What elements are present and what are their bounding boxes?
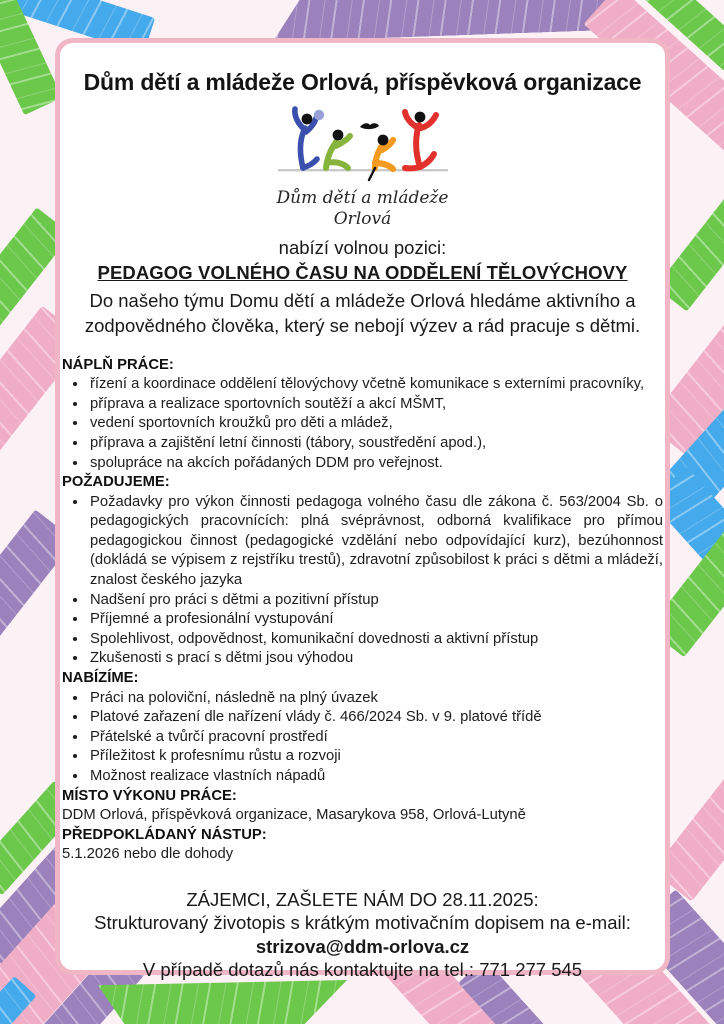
list-item: • Příležitost k profesnímu růstu a rozvoji — [88, 747, 663, 767]
list-item: • Platové zařazení dle nařízení vlády č. 466/2024 Sb. v 9. platové třídě — [88, 708, 663, 728]
offer-line: nabízí volnou pozici: — [278, 236, 447, 258]
nastup-value: 5.1.2026 nebo dle dohody — [62, 846, 234, 863]
brush-stroke-bottom-green-band — [90, 980, 355, 1024]
bird-icon — [360, 123, 379, 129]
pozadujeme-list — [62, 493, 663, 669]
flyer-card — [55, 38, 670, 981]
list-item: • Zkušenosti s prací s dětmi jsou výhodou — [88, 649, 663, 669]
sitter-green-icon — [326, 136, 350, 168]
apply-instruction-line: Strukturovaný životopis s krátkým motivačním dopisem na e-mail: — [94, 912, 631, 934]
dancer-blue-head — [301, 114, 312, 125]
logo-wordmark-line2: Orlová — [333, 209, 392, 230]
ddm-logo — [60, 106, 665, 231]
sitter-green-head — [332, 130, 343, 141]
list-item: • vedení sportovních kroužků pro děti a mládež, — [88, 414, 663, 434]
position-title: PEDAGOG VOLNÉHO ČASU NA ODDĚLENÍ TĚLOVÝCHOVY — [97, 261, 628, 283]
list-item: • Možnost realizace vlastních nápadů — [88, 767, 663, 787]
deadline-line: ZÁJEMCI, ZAŠLETE NÁM DO 28.11.2025: — [186, 888, 539, 910]
list-item: • Nadšení pro práci s dětmi a pozitivní přístup — [88, 591, 663, 611]
contact-phone-line: V případě dotazů nás kontaktujte na tel.: 771 277 545 — [142, 959, 583, 981]
list-item: • Přátelské a tvůrčí pracovní prostředí — [88, 728, 663, 748]
logo-wordmark — [60, 188, 665, 231]
list-item: • příprava a realizace sportovních soutěží a akcí MŠMT, — [88, 395, 663, 415]
nabizime-list — [62, 689, 663, 787]
list-item: • Příjemné a profesionální vystupování — [88, 610, 663, 630]
logo-wordmark-line1: Dům dětí a mládeže — [276, 188, 449, 208]
intro-description: Do našeho týmu Domu dětí a mládeže Orlová hledáme aktivního a zodpovědného člověka, který se nebojí výzev a rád pracuje s dětmi. — [84, 289, 641, 337]
brush-stroke-top-purple — [271, 0, 608, 42]
logo-ball — [313, 110, 323, 120]
list-item: • Spolehlivost, odpovědnost, komunikační dovednosti a aktivní přístup — [88, 630, 663, 650]
job-details — [62, 356, 663, 865]
ddm-logo-illustration — [274, 106, 452, 186]
contact-block — [60, 888, 665, 982]
dancer-red-head — [414, 112, 425, 123]
section-heading-nabizime: NABÍZÍME: — [62, 670, 139, 687]
list-item: • Práci na poloviční, následně na plný úvazek — [88, 689, 663, 709]
section-heading-napln-prace: NÁPLŇ PRÁCE: — [62, 356, 174, 373]
misto-vykonu-value: DDM Orlová, příspěvková organizace, Masarykova 958, Orlová-Lutyně — [62, 807, 526, 824]
list-item: • spolupráce na akcích pořádaných DDM pro veřejnost. — [88, 454, 663, 474]
page-title: Dům dětí a mládeže Orlová, příspěvková organizace — [83, 69, 642, 95]
section-heading-misto-vykonu: MÍSTO VÝKONU PRÁCE: — [62, 787, 237, 804]
section-heading-nastup: PŘEDPOKLÁDANÝ NÁSTUP: — [62, 826, 267, 843]
contact-email: strizova@ddm-orlova.cz — [255, 935, 470, 957]
sitter-orange-head — [377, 135, 388, 146]
section-heading-pozadujeme: POŽADUJEME: — [62, 474, 170, 491]
list-item: • řízení a koordinace oddělení tělovýchovy včetně komunikace s externími pracovníky, — [88, 375, 663, 395]
list-item: • příprava a zajištění letní činnosti (tábory, soustředění apod.), — [88, 434, 663, 454]
napln-prace-list — [62, 375, 663, 473]
list-item: • Požadavky pro výkon činnosti pedagoga volného času dle zákona č. 563/2004 Sb. o pedagogických pracovnících: plná svéprávnost, odborná kvalifikace pro přímou pedagogickou činnost (pedagogické vzdělání nebo odpovídající kurz), bezúhonnost (dokládá se výpisem z rejstříku trestů), zdravotní způsobilost k práci s dětmi a mládeží, znalost českého jazyka — [88, 493, 663, 591]
